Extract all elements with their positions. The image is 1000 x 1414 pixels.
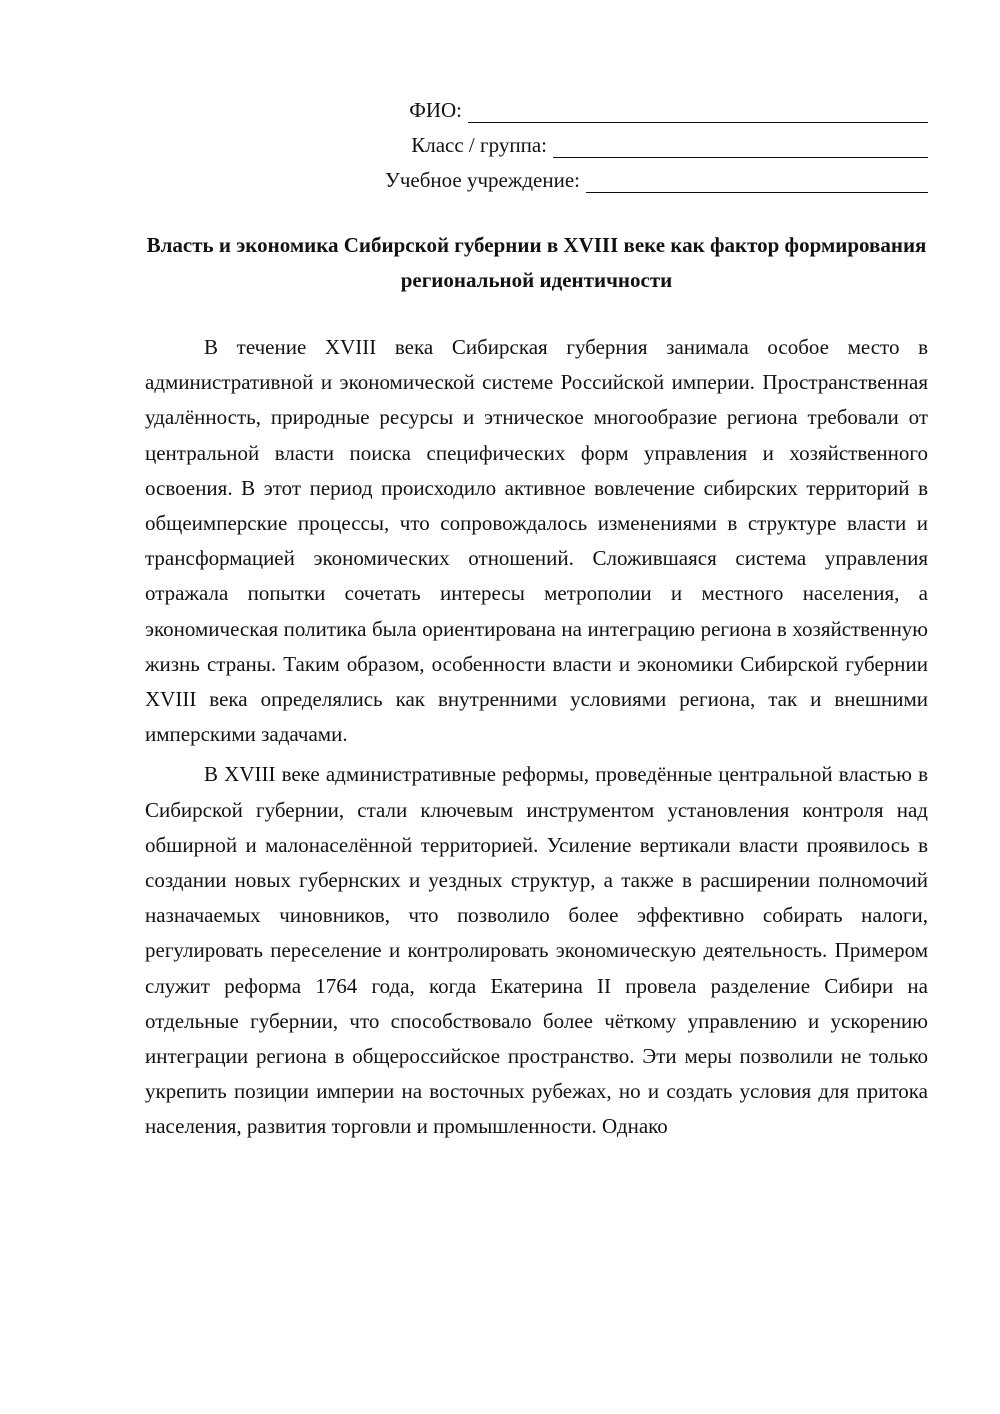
class-blank-line xyxy=(553,135,928,158)
school-blank-line xyxy=(586,170,928,193)
paragraph-2: В XVIII веке административные реформы, проведённые центральной властью в Сибирской губернии, стали ключевым инструментом установления контроля над обширной и малонаселённой территорией. Усиление вертикали власти проявилось в создании новых губернских и уездных структур, а также в расширении полномочий назначаемых чиновников, что позволило более эффективно собирать налоги, регулировать переселение и контролировать экономическую деятельность. Примером служит реформа 1764 года, когда Екатерина II провела разделение Сибири на отдельные губернии, что способствовало более чёткому управлению и ускорению интеграции региона в общероссийское пространство. Эти меры позволили не только укрепить позиции империи на восточных рубежах, но и создать условия для притока населения, развития торговли и промышленности. Однако xyxy=(145,762,928,1139)
fio-row xyxy=(145,88,928,123)
class-row xyxy=(145,123,928,158)
document-body xyxy=(145,330,928,1150)
class-label: Класс / группа: xyxy=(411,133,547,157)
paragraph-1: В течение XVIII века Сибирская губерния занимала особое место в административной и экономической системе Российской империи. Пространственная удалённость, природные ресурсы и этническое многообразие региона требовали от центральной власти поиска специфических форм управления и хозяйственного освоения. В этот период происходило активное вовлечение сибирских территорий в общеимперские процессы, что сопровождалось изменениями в структуре власти и трансформацией экономических отношений. Сложившаяся система управления отражала попытки сочетать интересы метрополии и местного населения, а экономическая политика была ориентирована на интеграцию региона в хозяйственную жизнь страны. Таким образом, особенности власти и экономики Сибирской губернии XVIII века определялись как внутренними условиями региона, так и внешними имперскими задачами. xyxy=(145,335,928,747)
student-info-header xyxy=(145,88,928,193)
document-title: Власть и экономика Сибирской губернии в XVIII веке как фактор формирования региональной идентичности xyxy=(146,233,927,292)
school-row xyxy=(145,158,928,193)
fio-blank-line xyxy=(468,100,928,123)
fio-label: ФИО: xyxy=(409,98,462,122)
school-label: Учебное учреждение: xyxy=(384,168,580,192)
